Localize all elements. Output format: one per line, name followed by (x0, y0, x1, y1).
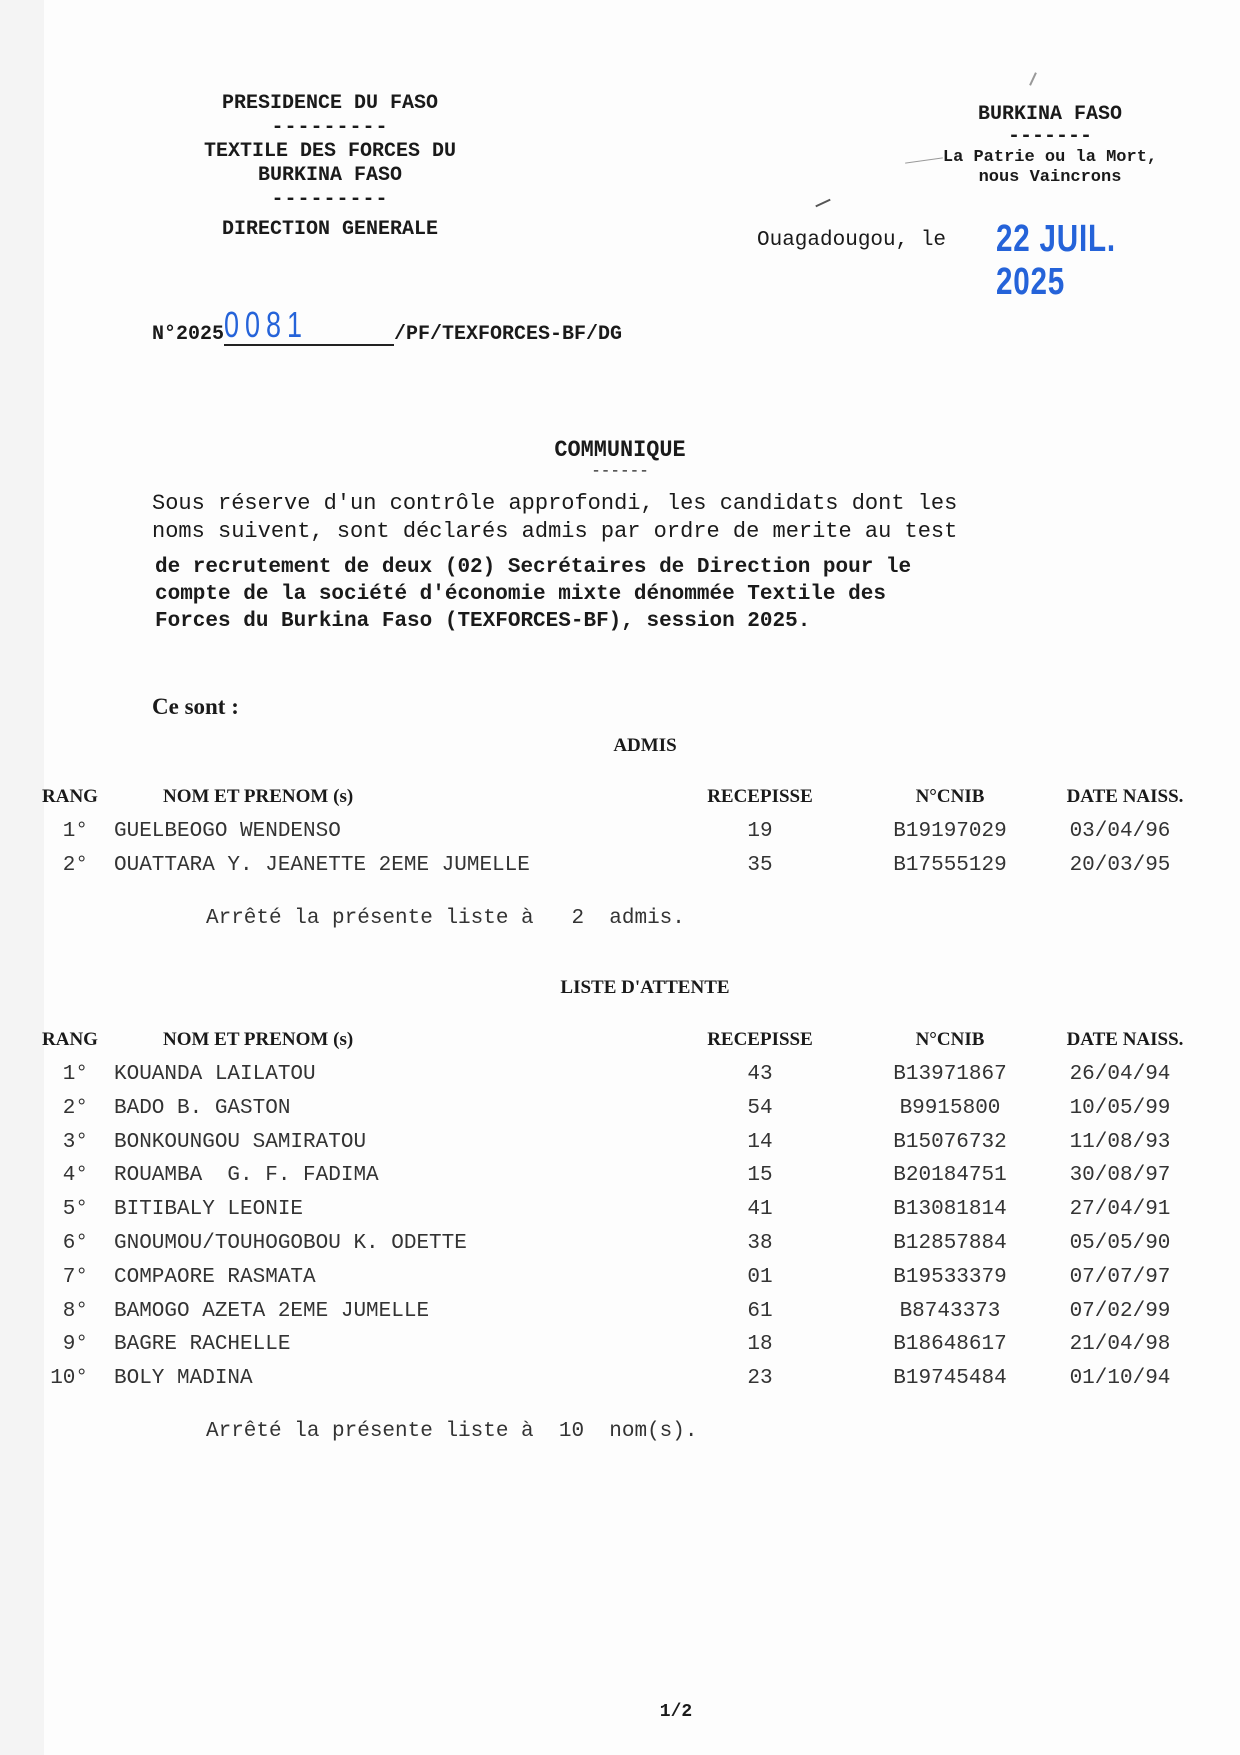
cell-date: 26/04/94 (1069, 1063, 1171, 1086)
cell-rang: 1° (62, 820, 88, 843)
cell-recepisse: 41 (747, 1198, 773, 1222)
cell-cnib: B9915800 (899, 1096, 1001, 1120)
cell-cnib: B19533379 (893, 1265, 1007, 1289)
cell-recepisse: 35 (747, 854, 773, 877)
cell-cnib: B13081814 (893, 1198, 1007, 1222)
reference-suffix: /PF/TEXFORCES-BF/DG (394, 323, 623, 346)
cell-recepisse: 43 (747, 1063, 773, 1086)
column-header-nom: NOM ET PRENOM (s) (163, 786, 354, 807)
column-header-date: DATE NAISS. (1066, 786, 1184, 807)
country-separator: ------- (1007, 125, 1092, 148)
issuer-separator: --------- (271, 116, 389, 139)
cell-rang: 4° (62, 1164, 88, 1188)
table-row (0, 1367, 1240, 1397)
cell-nom: BAMOGO AZETA 2EME JUMELLE (114, 1299, 430, 1323)
column-header-date: DATE NAISS. (1066, 1029, 1184, 1050)
cell-recepisse: 19 (747, 820, 773, 843)
cell-nom: BADO B. GASTON (114, 1096, 291, 1120)
reference-stamped-number: 0081 (224, 304, 309, 345)
cell-nom: BITIBALY LEONIE (114, 1198, 304, 1222)
cell-nom: BOLY MADINA (114, 1367, 253, 1391)
cell-cnib: B15076732 (893, 1130, 1007, 1154)
cell-recepisse: 61 (747, 1299, 773, 1323)
cell-rang: 7° (62, 1265, 88, 1289)
date-stamp: 22 JUIL. 2025 (996, 218, 1116, 303)
table-row (0, 1097, 1240, 1127)
table-row (0, 1164, 1240, 1194)
cell-date: 11/08/93 (1069, 1130, 1171, 1154)
table-row (0, 1266, 1240, 1296)
cell-rang: 2° (62, 854, 88, 877)
reference-prefix: N°2025 (152, 323, 225, 346)
cell-rang: 1° (62, 1063, 88, 1086)
attente-table-header (0, 1029, 1240, 1059)
cell-nom: BONKOUNGOU SAMIRATOU (114, 1130, 367, 1154)
cell-rang: 10° (50, 1367, 88, 1391)
issuer-line-presidence: PRESIDENCE DU FASO (221, 92, 439, 115)
column-header-recepisse: RECEPISSE (707, 786, 813, 807)
admis-table-header (0, 786, 1240, 816)
admis-section-title: ADMIS (613, 735, 677, 756)
issuer-separator: --------- (271, 188, 389, 211)
table-row (0, 1131, 1240, 1161)
cell-cnib: B18648617 (893, 1333, 1007, 1357)
issuer-line-burkina: BURKINA FASO (257, 164, 403, 187)
reference-number (152, 304, 623, 346)
column-header-rang: RANG (42, 1029, 98, 1050)
country-block (920, 104, 1180, 188)
place-label: Ouagadougou, le (757, 229, 947, 252)
cell-recepisse: 18 (747, 1333, 773, 1357)
cell-rang: 3° (62, 1130, 88, 1154)
attente-closing-statement: Arrêté la présente liste à 10 nom(s). (206, 1420, 698, 1443)
cell-nom: BAGRE RACHELLE (114, 1333, 291, 1357)
table-row (0, 1300, 1240, 1330)
intro-line: noms suivent, sont déclarés admis par ordre de merite au test (152, 519, 958, 544)
table-row (0, 820, 1240, 850)
table-row (0, 1333, 1240, 1363)
cell-nom: OUATTARA Y. JEANETTE 2EME JUMELLE (114, 854, 530, 877)
ce-sont-label: Ce sont : (152, 694, 239, 719)
cell-rang: 2° (62, 1096, 88, 1120)
cell-date: 07/07/97 (1069, 1265, 1171, 1289)
page-number: 1/2 (659, 1702, 693, 1722)
intro-paragraph (152, 490, 1072, 546)
cell-rang: 8° (62, 1299, 88, 1323)
table-row (0, 854, 1240, 884)
issuer-block (160, 92, 500, 242)
cell-cnib: B8743373 (899, 1299, 1001, 1323)
cell-nom: KOUANDA LAILATOU (114, 1063, 316, 1086)
table-row (0, 1232, 1240, 1262)
column-header-rang: RANG (42, 786, 98, 807)
country-name: BURKINA FASO (977, 103, 1123, 126)
cell-cnib: B13971867 (893, 1063, 1007, 1086)
cell-date: 07/02/99 (1069, 1299, 1171, 1323)
issuer-line-direction: DIRECTION GENERALE (221, 218, 439, 241)
intro-bold-line: de recrutement de deux (02) Secrétaires de Direction pour le (155, 556, 912, 579)
column-header-nom: NOM ET PRENOM (s) (163, 1029, 354, 1050)
pen-mark (815, 199, 830, 208)
cell-cnib: B19197029 (893, 820, 1007, 843)
cell-recepisse: 14 (747, 1130, 773, 1154)
cell-date: 27/04/91 (1069, 1198, 1171, 1222)
column-header-cnib: N°CNIB (915, 786, 985, 807)
cell-recepisse: 38 (747, 1232, 773, 1255)
intro-bold-line: Forces du Burkina Faso (TEXFORCES-BF), session 2025. (155, 610, 811, 633)
attente-section-title: LISTE D'ATTENTE (560, 977, 730, 998)
column-header-recepisse: RECEPISSE (707, 1029, 813, 1050)
cell-nom: GNOUMOU/TOUHOGOBOU K. ODETTE (114, 1232, 467, 1255)
admis-closing-statement: Arrêté la présente liste à 2 admis. (206, 907, 685, 930)
motto-line-1: La Patrie ou la Mort, (942, 148, 1158, 167)
cell-date: 30/08/97 (1069, 1164, 1171, 1188)
intro-bold-paragraph (155, 554, 1085, 635)
cell-recepisse: 15 (747, 1164, 773, 1188)
table-row (0, 1198, 1240, 1228)
cell-date: 10/05/99 (1069, 1096, 1171, 1120)
cell-nom: COMPAORE RASMATA (114, 1265, 316, 1289)
intro-line: Sous réserve d'un contrôle approfondi, les candidats dont les (152, 491, 958, 516)
cell-nom: GUELBEOGO WENDENSO (114, 820, 341, 843)
cell-date: 20/03/95 (1069, 854, 1171, 877)
reference-number-field (224, 304, 394, 346)
cell-rang: 9° (62, 1333, 88, 1357)
title-separator: ------ (591, 462, 649, 480)
cell-cnib: B19745484 (893, 1367, 1007, 1391)
cell-cnib: B20184751 (893, 1164, 1007, 1188)
cell-cnib: B17555129 (893, 854, 1007, 877)
pen-mark (1029, 72, 1037, 86)
cell-recepisse: 54 (747, 1096, 773, 1120)
issuer-line-textile: TEXTILE DES FORCES DU (203, 140, 457, 163)
cell-date: 21/04/98 (1069, 1333, 1171, 1357)
cell-date: 03/04/96 (1069, 820, 1171, 843)
column-header-cnib: N°CNIB (915, 1029, 985, 1050)
motto-line-2: nous Vaincrons (978, 168, 1122, 187)
table-row (0, 1063, 1240, 1093)
cell-cnib: B12857884 (893, 1232, 1007, 1255)
cell-nom: ROUAMBA G. F. FADIMA (114, 1164, 379, 1188)
cell-date: 01/10/94 (1069, 1367, 1171, 1391)
cell-rang: 6° (62, 1232, 88, 1255)
cell-recepisse: 01 (747, 1265, 773, 1289)
intro-bold-line: compte de la société d'économie mixte dénommée Textile des (155, 583, 886, 606)
cell-date: 05/05/90 (1069, 1232, 1171, 1255)
document-title: COMMUNIQUE (554, 437, 686, 463)
cell-rang: 5° (62, 1198, 88, 1222)
cell-recepisse: 23 (747, 1367, 773, 1391)
